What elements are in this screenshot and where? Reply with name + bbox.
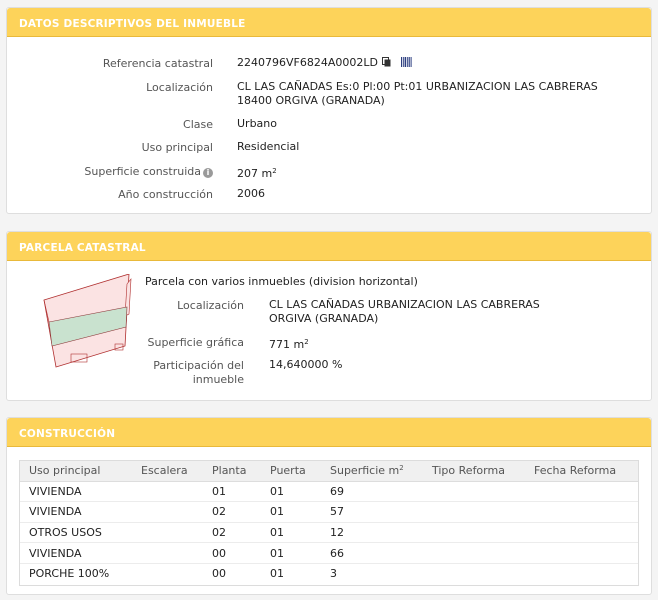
col-header-use: Uso principal	[20, 461, 132, 481]
cell-door: 01	[261, 563, 321, 584]
cell-reform-date	[525, 563, 638, 584]
cell-door: 01	[261, 502, 321, 523]
col-header-surface	[321, 461, 423, 481]
panel-title: PARCELA CATASTRAL	[19, 242, 146, 254]
cell-surface: 12	[321, 522, 423, 543]
cell-stair	[132, 502, 203, 523]
cell-reform-type	[423, 543, 525, 564]
col-header-reform-date: Fecha Reforma	[525, 461, 638, 481]
table-row	[20, 522, 638, 543]
cell-door: 01	[261, 481, 321, 502]
col-header-surface-text: Superficie m	[330, 464, 400, 478]
location-value-line1: CL LAS CAÑADAS Es:0 Pl:00 Pt:01 URBANIZACION LAS CABRERAS	[237, 80, 598, 93]
cadastral-ref-label: Referencia catastral	[102, 57, 213, 70]
construction-year-value: 2006	[237, 187, 265, 200]
panel-header	[7, 8, 651, 37]
construction-table	[20, 461, 638, 584]
panel-title: DATOS DESCRIPTIVOS DEL INMUEBLE	[19, 18, 246, 30]
table-row	[20, 481, 638, 502]
col-header-door: Puerta	[261, 461, 321, 481]
cell-floor: 02	[203, 522, 261, 543]
class-value: Urbano	[237, 117, 277, 130]
cell-reform-type	[423, 502, 525, 523]
cell-door: 01	[261, 543, 321, 564]
cell-surface: 66	[321, 543, 423, 564]
cell-use: OTROS USOS	[20, 522, 132, 543]
cell-stair	[132, 563, 203, 584]
table-row	[20, 563, 638, 584]
parcel-location-line1: CL LAS CAÑADAS URBANIZACION LAS CABRERAS	[269, 298, 540, 311]
cell-stair	[132, 543, 203, 564]
main-use-value: Residencial	[237, 140, 300, 153]
class-label: Clase	[183, 118, 213, 131]
cell-use: VIVIENDA	[20, 502, 132, 523]
table-header-row	[20, 461, 638, 481]
construction-table-wrapper	[19, 460, 639, 586]
info-icon[interactable]: i	[203, 168, 213, 178]
col-header-reform-type: Tipo Reforma	[423, 461, 525, 481]
graphic-surface-value	[269, 335, 309, 352]
parcel-map-thumbnail[interactable]	[41, 274, 133, 370]
graphic-surface-number: 771 m	[269, 338, 305, 351]
parcel-subtitle: Parcela con varios inmuebles (division horizontal)	[145, 275, 418, 288]
col-header-stair: Escalera	[132, 461, 203, 481]
descriptive-data-panel	[6, 7, 652, 214]
cell-reform-date	[525, 522, 638, 543]
panel-header	[7, 232, 651, 261]
cell-reform-type	[423, 481, 525, 502]
cell-floor: 01	[203, 481, 261, 502]
graphic-surface-label: Superficie gráfica	[147, 336, 244, 349]
cell-reform-type	[423, 563, 525, 584]
table-row	[20, 543, 638, 564]
parcel-location-line2: ORGIVA (GRANADA)	[269, 312, 379, 325]
cell-surface: 3	[321, 563, 423, 584]
squared-superscript: 2	[304, 338, 309, 346]
cell-floor: 00	[203, 563, 261, 584]
parcel-shape	[41, 274, 133, 370]
cell-reform-date	[525, 543, 638, 564]
cell-reform-date	[525, 481, 638, 502]
cadastral-ref-value	[237, 56, 412, 71]
cell-stair	[132, 522, 203, 543]
cell-surface: 57	[321, 502, 423, 523]
panel-title: CONSTRUCCIÓN	[19, 428, 116, 440]
construction-panel	[6, 417, 652, 595]
participation-label-line2: inmueble	[192, 373, 244, 386]
built-surface-label	[84, 165, 213, 178]
copy-icon[interactable]	[382, 57, 391, 71]
built-surface-value	[237, 164, 277, 181]
cell-stair	[132, 481, 203, 502]
construction-year-label: Año construcción	[118, 188, 213, 201]
main-use-label: Uso principal	[141, 141, 213, 154]
participation-value: 14,640000 %	[269, 358, 343, 371]
panel-header	[7, 418, 651, 447]
cell-door: 01	[261, 522, 321, 543]
cell-use: VIVIENDA	[20, 543, 132, 564]
location-label: Localización	[146, 81, 213, 94]
cadastral-ref-text[interactable]: 2240796VF6824A0002LD	[237, 56, 378, 69]
participation-label-line1: Participación del	[153, 359, 244, 372]
cell-reform-date	[525, 502, 638, 523]
cell-surface: 69	[321, 481, 423, 502]
cadastral-parcel-panel	[6, 231, 652, 401]
cell-floor: 00	[203, 543, 261, 564]
squared-superscript: 2	[272, 167, 277, 175]
cell-use: VIVIENDA	[20, 481, 132, 502]
cell-reform-type	[423, 522, 525, 543]
barcode-icon[interactable]	[401, 57, 412, 71]
built-surface-label-text: Superficie construida	[84, 165, 201, 178]
cell-floor: 02	[203, 502, 261, 523]
location-value-line2: 18400 ORGIVA (GRANADA)	[237, 94, 385, 107]
parcel-location-label: Localización	[177, 299, 244, 312]
squared-superscript: 2	[399, 464, 404, 473]
cell-use: PORCHE 100%	[20, 563, 132, 584]
table-row	[20, 502, 638, 523]
col-header-floor: Planta	[203, 461, 261, 481]
built-surface-number: 207 m	[237, 167, 273, 180]
